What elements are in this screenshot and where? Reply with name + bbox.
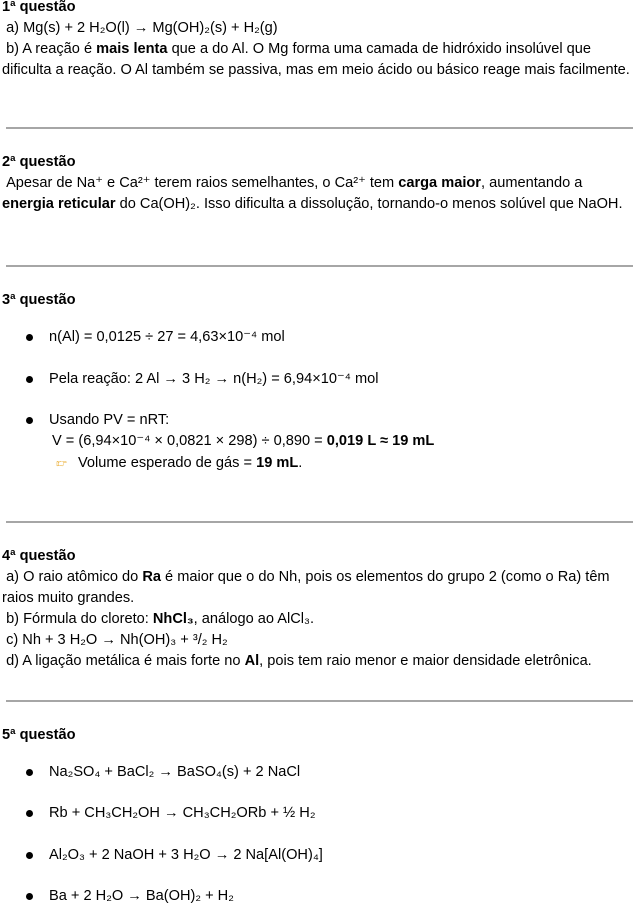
question-1 bbox=[2, 0, 631, 81]
divider bbox=[6, 521, 633, 523]
bullet-icon bbox=[26, 852, 33, 859]
bullet-icon bbox=[26, 417, 33, 424]
question-1-title: 1ª questão bbox=[2, 0, 76, 15]
bullet-icon bbox=[26, 769, 33, 776]
question-4-item-d: d) A ligação metálica é mais forte no Al, pois tem raio menor e maior densidade eletrônica. bbox=[6, 653, 592, 669]
bullet-icon bbox=[26, 376, 33, 383]
question-4-item-b: b) Fórmula do cloreto: NhCl₃, análogo ao AlCl₃. bbox=[6, 611, 315, 627]
question-3-title: 3ª questão bbox=[2, 292, 76, 308]
pointing-hand-icon: 👉︎ bbox=[56, 454, 67, 471]
question-1-item-a: a) Mg(s) + 2 H₂O(l) → Mg(OH)₂(s) + H₂(g) bbox=[6, 20, 278, 36]
question-4-item-a: a) O raio atômico do Ra é maior que o do Nh, pois os elementos do grupo 2 (como o Ra) têm raios muito grandes. bbox=[2, 569, 610, 606]
divider bbox=[6, 700, 633, 702]
question-5 bbox=[2, 725, 631, 746]
bullet-icon bbox=[26, 893, 33, 900]
question-3 bbox=[2, 290, 631, 311]
divider bbox=[6, 127, 633, 129]
question-2-answer: Apesar de Na⁺ e Ca²⁺ terem raios semelhantes, o Ca²⁺ tem carga maior, aumentando a energia reticular do Ca(OH)₂. Isso dificulta a dissolução, tornando-o menos solúvel que NaOH. bbox=[2, 175, 623, 212]
question-2 bbox=[2, 152, 631, 215]
question-4-item-c: c) Nh + 3 H₂O → Nh(OH)₃ + ³/₂ H₂ bbox=[6, 632, 228, 648]
question-4 bbox=[2, 546, 631, 672]
question-5-title: 5ª questão bbox=[2, 727, 76, 743]
bullet-icon bbox=[26, 810, 33, 817]
bullet-icon bbox=[26, 334, 33, 341]
divider bbox=[6, 265, 633, 267]
question-4-title: 4ª questão bbox=[2, 548, 76, 564]
document-page: 1ª questão a) Mg(s) + 2 H₂O(l) → Mg(OH)₂(s) + H₂(g) b) A reação é mais lenta que a do Al. O Mg forma uma camada de hidróxido insolúvel que dificulta a reação. O Al também se passiva, mas em meio ácido ou básico reage mais facilmente. 2ª questão Apesar de Na⁺ e Ca²⁺ terem raios semelhantes, o Ca²⁺ tem carga maior, aumentando a energia reticular do Ca(OH)₂. Isso dificulta a dissolução, tornando-o menos solúvel que NaOH. 3ª questão n(Al) = 0,0125 ÷ 27 = 4,63×10⁻⁴ mol Pela reação: 2 Al → 3 H₂ → n(H₂) = 6,94×10⁻⁴ mol Usando PV = nRT: V = (6,94×10⁻⁴ × 0,0821 × 298) ÷ 0,890 = 0,019 L ≈ 19 mL 👉︎ Volume esperado de gás = 19 mL. 4ª questão a) O raio atômico do Ra é maior que o do Nh, pois os elementos do grupo 2 (como o Ra) têm raios muito grandes. b) Fórmula do cloreto: NhCl₃, análogo ao AlCl₃. c) Nh + 3 H₂O → Nh(OH)₃ + ³/₂ H₂ d) A ligação metálica é mais forte no Al, pois tem raio menor e maior densidade eletrônica. 5ª questão Na₂SO₄ + BaCl₂ → BaSO₄(s) + 2 NaCl Rb + CH₃CH₂OH → CH₃CH₂ORb + ½ H₂ Al₂O₃ + 2 NaOH + 3 H₂O → 2 Na[Al(OH)₄] Ba + 2 H₂O → Ba(OH)₂ + H₂ bbox=[0, 0, 633, 904]
question-1-item-b: b) A reação é mais lenta que a do Al. O Mg forma uma camada de hidróxido insolúvel que dificulta a reação. O Al também se passiva, mas em meio ácido ou básico reage mais facilmente. bbox=[2, 41, 630, 78]
question-2-title: 2ª questão bbox=[2, 154, 76, 170]
